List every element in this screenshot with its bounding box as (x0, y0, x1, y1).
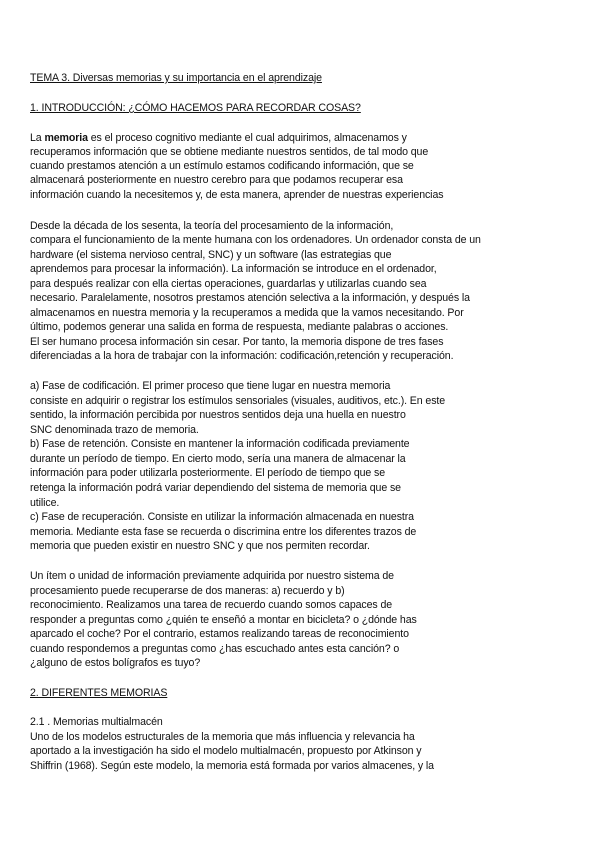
paragraph-4-line: procesamiento puede recuperarse de dos maneras: a) recuerdo y b) (30, 585, 345, 597)
phase-b-line: durante un período de tiempo. En cierto modo, sería una manera de almacenar la (30, 453, 406, 465)
paragraph-4-line: responder a preguntas como ¿quién te enseñó a montar en bicicleta? o ¿dónde has (30, 614, 417, 626)
phase-a-line: consiste en adquirir o registrar los estímulos sensoriales (visuales, auditivos, etc.). En este (30, 395, 446, 407)
paragraph-4-line: reconocimiento. Realizamos una tarea de recuerdo cuando somos capaces de (30, 599, 393, 611)
paragraph-5-line: Uno de los modelos estructurales de la memoria que más influencia y relevancia ha (30, 731, 415, 743)
phase-b-line: retenga la información podrá variar dependiendo del sistema de memoria que se (30, 482, 401, 494)
document-title: TEMA 3. Diversas memorias y su importancia en el aprendizaje (30, 72, 322, 84)
paragraph-1-line: recuperamos información que se obtiene mediante nuestros sentidos, de tal modo que (30, 146, 429, 158)
phase-c-line: c) Fase de recuperación. Consiste en utilizar la información almacenada en nuestra (30, 511, 414, 523)
paragraph-1-line: cuando prestamos atención a un estímulo estamos codificando información, que se (30, 160, 414, 172)
paragraph-1-line: información cuando la necesitemos y, de esta manera, aprender de nuestras experiencias (30, 189, 444, 201)
term-memoria: memoria (44, 132, 88, 144)
paragraph-1-line-1-rest: es el proceso cognitivo mediante el cual adquirimos, almacenamos y (87, 132, 407, 144)
paragraph-2-line: Desde la década de los sesenta, la teoría del procesamiento de la información, (30, 220, 394, 232)
paragraph-1-line: almacenará posteriormente en nuestro cerebro para que podamos recuperar esa (30, 174, 403, 186)
paragraph-4-line: cuando respondemos a preguntas como ¿has escuchado antes esta canción? o (30, 643, 400, 655)
phase-b-line: utilice. (30, 497, 60, 509)
phase-c-line: memoria que pueden existir en nuestro SNC y que nos permiten recordar. (30, 540, 370, 552)
paragraph-2-line: último, podemos generar una salida en forma de respuesta, mediante palabras o acciones. (30, 321, 449, 333)
paragraph-2-line: necesario. Paralelamente, nosotros prestamos atención selectiva a la información, y después la (30, 292, 470, 304)
paragraph-1-prefix: La (30, 132, 45, 144)
paragraph-2-line: compara el funcionamiento de la mente humana con los ordenadores. Un ordenador consta de un (30, 234, 481, 246)
paragraph-1-line (30, 132, 407, 145)
phase-b-line: información para poder utilizarla posteriormente. El período de tiempo que se (30, 467, 386, 479)
paragraph-2-line: diferenciadas a la hora de trabajar con la información: codificación,retención y recuperación. (30, 350, 454, 362)
paragraph-4-line: Un ítem o unidad de información previamente adquirida por nuestro sistema de (30, 570, 394, 582)
phase-c-line: memoria. Mediante esta fase se recuerda o discrimina entre los diferentes trazos de (30, 526, 417, 538)
phase-a-line: sentido, la información percibida por nuestros sentidos deja una huella en nuestro (30, 409, 406, 421)
paragraph-2-line: El ser humano procesa información sin cesar. Por tanto, la memoria dispone de tres fases (30, 336, 444, 348)
paragraph-2-line: aprendemos para procesar la información). La información se introduce en el ordenador, (30, 263, 437, 275)
subsection-2-1-heading: 2.1 . Memorias multialmacén (30, 716, 163, 728)
paragraph-2-line: para después realizar con ella ciertas operaciones, guardarlas y utilizarlas cuando sea (30, 278, 427, 290)
paragraph-5-line: aportado a la investigación ha sido el modelo multialmacén, propuesto por Atkinson y (30, 745, 422, 757)
paragraph-2-line: almacenamos en nuestra memoria y la recuperamos a medida que la vamos necesitando. Por (30, 307, 464, 319)
paragraph-5-line: Shiffrin (1968). Según este modelo, la memoria está formada por varios almacenes, y la (30, 760, 434, 772)
section-1-heading: 1. INTRODUCCIÓN: ¿CÓMO HACEMOS PARA RECORDAR COSAS? (30, 102, 361, 114)
phase-a-line: a) Fase de codificación. El primer proceso que tiene lugar en nuestra memoria (30, 380, 391, 392)
phase-a-line: SNC denominada trazo de memoria. (30, 424, 199, 436)
paragraph-4-line: ¿alguno de estos bolígrafos es tuyo? (30, 657, 201, 669)
paragraph-2-line: hardware (el sistema nervioso central, SNC) y un software (las estrategias que (30, 249, 392, 261)
section-2-heading: 2. DIFERENTES MEMORIAS (30, 687, 168, 699)
paragraph-4-line: aparcado el coche? Por el contrario, estamos realizando tareas de reconocimiento (30, 628, 409, 640)
phase-b-line: b) Fase de retención. Consiste en mantener la información codificada previamente (30, 438, 410, 450)
